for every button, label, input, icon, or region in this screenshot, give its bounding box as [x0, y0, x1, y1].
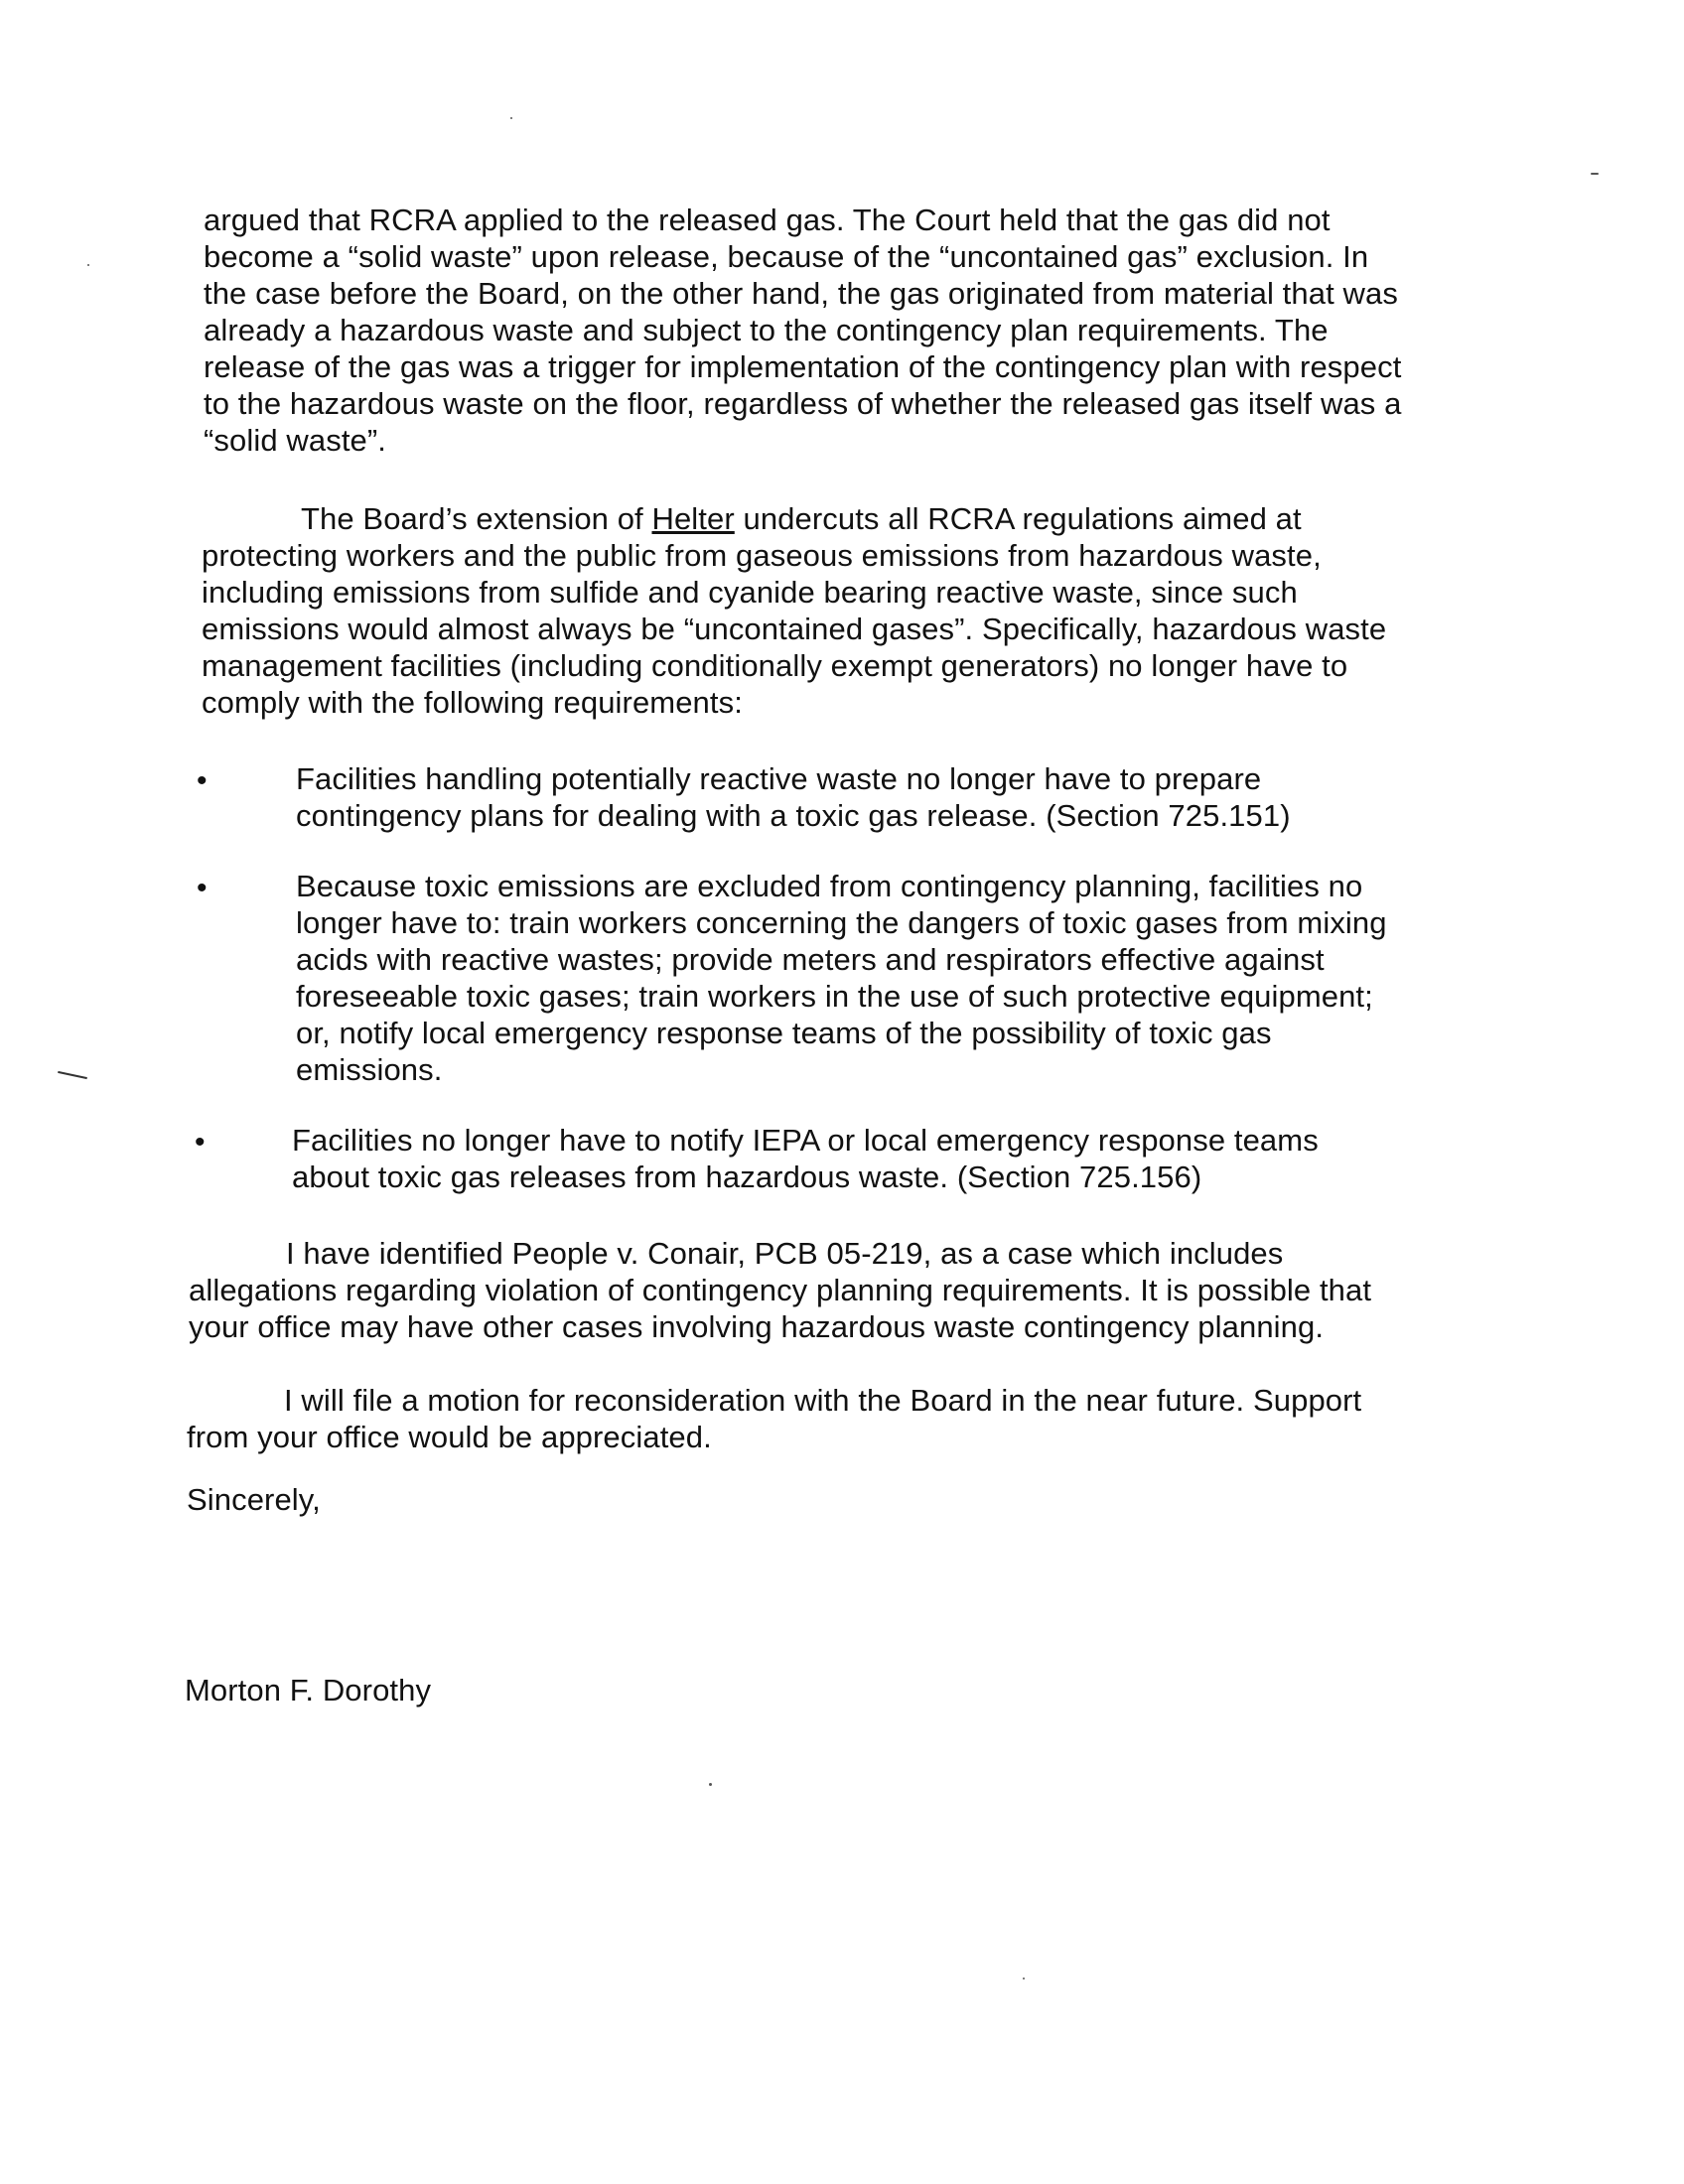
signature-name: Morton F. Dorothy	[185, 1673, 432, 1707]
case-name-helter: Helter	[651, 501, 735, 536]
scan-speck	[1591, 173, 1599, 175]
scan-speck	[1023, 1978, 1025, 1979]
text-line: including emissions from sulfide and cyanide bearing reactive waste, since such	[202, 575, 1298, 610]
text-line: to the hazardous waste on the floor, regardless of whether the released gas itself was a	[204, 386, 1402, 421]
paragraph-conair	[189, 1235, 1371, 1345]
text-line: release of the gas was a trigger for implementation of the contingency plan with respect	[204, 349, 1402, 384]
scan-speck	[709, 1783, 712, 1786]
bullet-item	[292, 1122, 1319, 1195]
text-line: foreseeable toxic gases; train workers in the use of such protective equipment;	[296, 979, 1373, 1014]
text-line	[202, 500, 1386, 537]
text-line: contingency plans for dealing with a toxic gas release. (Section 725.151)	[296, 798, 1291, 833]
text-line: your office may have other cases involving hazardous waste contingency planning.	[189, 1309, 1325, 1344]
paragraph-helter	[202, 500, 1386, 721]
text-line: or, notify local emergency response teams of the possibility of toxic gas	[296, 1016, 1272, 1050]
text-line: comply with the following requirements:	[202, 685, 743, 720]
scan-speck	[87, 264, 89, 266]
text-line: Because toxic emissions are excluded from contingency planning, facilities no	[296, 869, 1363, 903]
scan-speck	[510, 117, 512, 119]
signature-block	[185, 1672, 431, 1708]
text-fragment: undercuts all RCRA regulations aimed at	[734, 501, 1302, 536]
text-line: “solid waste”.	[204, 423, 387, 458]
bullet-marker: •	[197, 872, 208, 904]
text-line: management facilities (including conditionally exempt generators) no longer have to	[202, 648, 1348, 683]
text-line: I will file a motion for reconsideration with the Board in the near future. Support	[284, 1383, 1362, 1418]
paragraph-continuation	[204, 202, 1401, 459]
text-line: acids with reactive wastes; provide meters and respirators effective against	[296, 942, 1325, 977]
bullet-marker: •	[195, 1126, 206, 1159]
text-line: about toxic gas releases from hazardous waste. (Section 725.156)	[292, 1160, 1202, 1194]
text-line: longer have to: train workers concerning the dangers of toxic gases from mixing	[296, 905, 1387, 940]
text-line: allegations regarding violation of contingency planning requirements. It is possible that	[189, 1273, 1372, 1307]
text-line: from your office would be appreciated.	[187, 1420, 712, 1454]
bullet-item	[296, 868, 1387, 1088]
paragraph-motion	[187, 1382, 1361, 1455]
text-line: emissions would almost always be “uncontained gases”. Specifically, hazardous waste	[202, 612, 1387, 646]
scan-mark	[58, 1071, 87, 1079]
text-fragment: The Board’s extension of	[301, 501, 652, 536]
text-line: Facilities no longer have to notify IEPA or local emergency response teams	[292, 1123, 1319, 1158]
text-line: Facilities handling potentially reactive waste no longer have to prepare	[296, 761, 1262, 796]
bullet-marker: •	[197, 764, 208, 797]
closing-text: Sincerely,	[187, 1482, 321, 1517]
text-line: already a hazardous waste and subject to the contingency plan requirements. The	[204, 313, 1329, 347]
bullet-item	[296, 760, 1291, 834]
text-line: protecting workers and the public from gaseous emissions from hazardous waste,	[202, 538, 1322, 573]
text-line: the case before the Board, on the other hand, the gas originated from material that was	[204, 276, 1398, 311]
closing	[187, 1481, 321, 1518]
text-line: argued that RCRA applied to the released gas. The Court held that the gas did not	[204, 203, 1331, 237]
text-line: emissions.	[296, 1052, 443, 1087]
text-line: become a “solid waste” upon release, because of the “uncontained gas” exclusion. In	[204, 239, 1369, 274]
text-line: I have identified People v. Conair, PCB 05-219, as a case which includes	[286, 1236, 1284, 1271]
